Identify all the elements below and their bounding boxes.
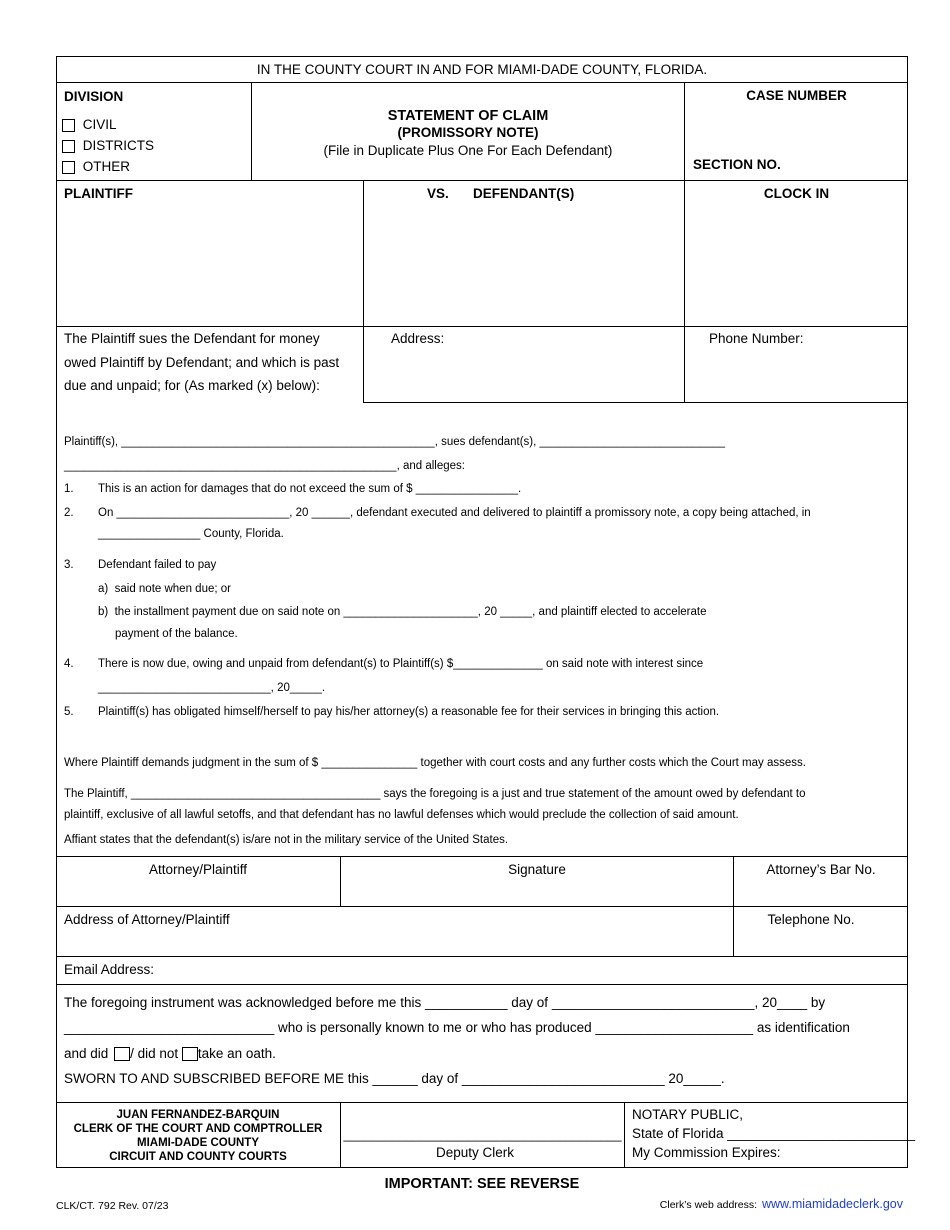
attorney-address-label: Address of Attorney/Plaintiff [64,912,230,927]
notary-line-3 [64,1046,276,1061]
para-3b: b) the installment payment due on said note on _____________________, 20 _____, and plaintiff elected to accelerate [98,606,707,618]
just-line-2: plaintiff, exclusive of all lawful setoffs, and that defendant has no lawful defenses which would preclude the collection of said amount. [64,809,739,821]
para-3-num: 3. [64,559,74,571]
form-subtitle: (PROMISSORY NOTE) [397,125,539,140]
para-3c: payment of the balance. [115,628,238,640]
para-4-num: 4. [64,658,74,670]
clerk-county: MIAMI-DADE COUNTY [136,1137,260,1149]
division-label: DIVISION [64,89,124,104]
did-not-checkbox[interactable] [182,1047,198,1061]
email-label: Email Address: [64,962,155,977]
civil-label: CIVIL [82,117,117,132]
districts-checkbox[interactable] [62,140,75,153]
rule-body [56,856,908,857]
division-option-districts[interactable] [62,138,154,153]
other-checkbox[interactable] [62,161,75,174]
did-checkbox[interactable] [114,1047,130,1061]
districts-label: DISTRICTS [82,138,155,153]
para-3: Defendant failed to pay [98,559,217,571]
defendant-label: DEFENDANT(S) [473,186,575,201]
web-address [660,1197,903,1211]
clerk-name: JUAN FERNANDEZ-BARQUIN [116,1109,280,1121]
demand-text: Where Plaintiff demands judgment in the sum of $ _______________ together with court costs and any further costs which the Court may assess. [64,757,806,769]
sues-line-3: due and unpaid; for (As marked (x) below): [64,378,320,393]
did-label: and did [64,1046,109,1061]
signature-label: Signature [508,862,566,877]
form-id: CLK/CT. 792 Rev. 07/23 [56,1200,169,1212]
para-1-num: 1. [64,483,74,495]
rule-parties [56,326,908,327]
notary-public-label: NOTARY PUBLIC, [632,1107,744,1122]
para-3a: a) said note when due; or [98,583,231,595]
deputy-signature-line: ________________________________________ [343,1128,622,1142]
oath-label: take an oath. [197,1046,276,1061]
phone-label: Phone Number: [709,331,804,346]
para-2-line-1: On ___________________________, 20 ______, defendant executed and delivered to plaintiff a promissory note, a copy being attached, in [98,507,811,519]
intro-line-2: ____________________________________________________, and alleges: [64,460,465,472]
intro-line-1: Plaintiff(s), _________________________________________________, sues defendant(s), _____________________________ [64,436,726,448]
clerk-courts: CIRCUIT AND COUNTY COURTS [109,1151,287,1163]
attorney-plaintiff-label: Attorney/Plaintiff [148,862,248,877]
notary-line-2: ____________________________ who is personally known to me or who has produced _____________________ as identification [64,1020,850,1035]
other-label: OTHER [82,159,131,174]
rule-sig [56,906,908,907]
court-header: IN THE COUNTY COURT IN AND FOR MIAMI-DADE COUNTY, FLORIDA. [256,62,708,77]
para-4-line-1: There is now due, owing and unpaid from defendant(s) to Plaintiff(s) $______________ on said note with interest since [98,658,704,670]
clerk-title: CLERK OF THE COURT AND COMPTROLLER [73,1123,323,1135]
vrule-plaintiff [363,180,364,402]
bar-no-label: Attorney’s Bar No. [766,862,876,877]
division-option-civil[interactable] [62,117,117,132]
just-line-1: The Plaintiff, _______________________________________ says the foregoing is a just and true statement of the amount owed by defendant to [64,788,806,800]
case-number-label: CASE NUMBER [746,88,847,103]
civil-checkbox[interactable] [62,119,75,132]
vrule-case [684,82,685,402]
did-not-label: / did not [130,1046,179,1061]
telephone-label: Telephone No. [767,912,855,927]
para-5-num: 5. [64,706,74,718]
para-2-num: 2. [64,507,74,519]
section-no-label: SECTION NO. [693,157,781,172]
vs-label: VS. [427,186,449,201]
web-label: Clerk’s web address: [659,1199,758,1211]
form-title: STATEMENT OF CLAIM [387,108,549,124]
clerk-info [56,1108,340,1164]
sworn-line: SWORN TO AND SUBSCRIBED BEFORE ME this ______ day of ___________________________ 20_____. [64,1071,725,1086]
rule-notary [56,1102,908,1103]
important-notice: IMPORTANT: SEE REVERSE [384,1176,580,1192]
sues-line-1: The Plaintiff sues the Defendant for money [64,331,320,346]
division-option-other[interactable] [62,159,130,174]
commission-label: My Commission Expires: [632,1145,781,1160]
para-1: This is an action for damages that do not exceed the sum of $ ________________. [98,483,522,495]
sues-line-2: owed Plaintiff by Defendant; and which is past [64,355,340,370]
clock-in-label: CLOCK IN [763,186,830,201]
plaintiff-label: PLAINTIFF [64,186,133,201]
rule-email [56,984,908,985]
vrule-clerk2 [624,1102,625,1168]
web-link[interactable]: www.miamidadeclerk.gov [761,1197,903,1211]
military-text: Affiant states that the defendant(s) is/are not in the military service of the United States. [64,834,509,846]
state-florida-line: State of Florida _________________________ [632,1126,915,1141]
para-4-line-2: ___________________________, 20_____. [98,682,326,694]
deputy-clerk-label: Deputy Clerk [435,1145,515,1160]
form-note: (File in Duplicate Plus One For Each Defendant) [323,143,613,158]
para-5: Plaintiff(s) has obligated himself/herself to pay his/her attorney(s) a reasonable fee for their services in bringing this action. [98,706,720,718]
rule-title [56,180,908,181]
notary-line-1: The foregoing instrument was acknowledged before me this ___________ day of ___________________________, 20____ by [64,995,826,1010]
rule-header [56,82,908,83]
para-2-line-2: ________________ County, Florida. [98,528,284,540]
address-label: Address: [391,331,445,346]
rule-addr2 [56,956,908,957]
rule-address [363,402,908,403]
